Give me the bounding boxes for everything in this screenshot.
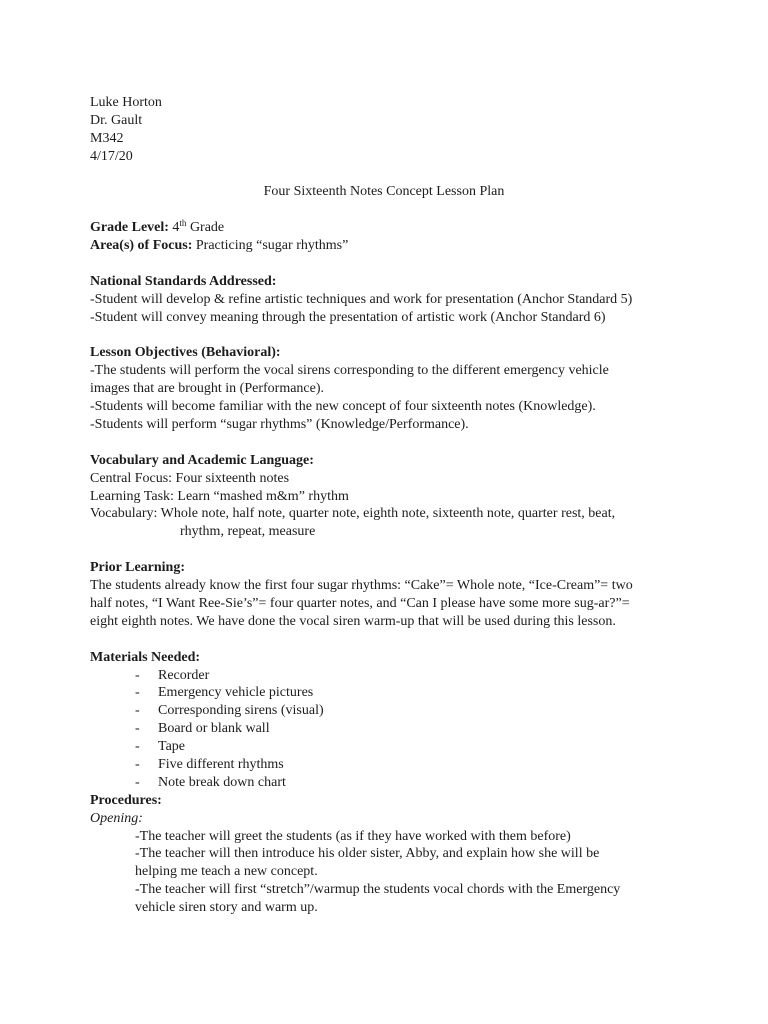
material-item [0,774,768,792]
material-label: Recorder [158,667,210,683]
list-marker: - [135,667,140,683]
list-marker: - [135,756,140,772]
central-focus-line: Central Focus: Four sixteenth notes [90,470,290,486]
course-code: M342 [90,130,124,146]
material-label: Board or blank wall [158,721,270,737]
document-title: Four Sixteenth Notes Concept Lesson Plan [263,184,505,200]
material-label: Note break down chart [158,774,286,790]
list-marker: - [135,685,140,701]
grade-level-line [0,219,768,237]
material-label: Tape [158,739,186,755]
material-item [0,667,768,685]
objectives-section [0,344,768,433]
opening-label: Opening: [90,810,143,826]
grade-focus-section [0,219,768,255]
objective-line: -Students will become familiar with the new concept of four sixteenth notes (Knowledge). [90,399,596,415]
list-marker: - [135,774,140,790]
opening-step-line: helping me teach a new concept. [135,864,318,880]
material-item [0,684,768,702]
grade-level-number: 4 [172,220,180,236]
grade-level-label: Grade Level: [90,220,169,236]
procedures-section [0,792,768,917]
objective-line: -The students will perform the vocal sirens corresponding to the different emergency vehicle [90,363,609,379]
document-date: 4/17/20 [90,148,133,164]
vocabulary-terms: Whole note, half note, quarter note, eighth note, sixteenth note, quarter rest, beat, [160,506,616,522]
vocabulary-section [0,452,768,541]
material-item [0,756,768,774]
vocabulary-label: Vocabulary: [90,506,158,522]
standards-heading: National Standards Addressed: [90,273,277,289]
materials-heading: Materials Needed: [90,649,201,665]
prior-learning-line: half notes, “I Want Ree-Sie’s”= four quarter notes, and “Can I please have some more sug-ar?”= [90,595,630,611]
focus-label: Area(s) of Focus: [90,238,193,254]
standards-section [0,273,768,327]
list-marker: - [135,721,140,737]
grade-level-unit: Grade [189,220,225,236]
opening-step-line: -The teacher will first “stretch”/warmup the students vocal chords with the Emergency [135,882,621,898]
list-marker: - [135,703,140,719]
procedures-heading: Procedures: [90,792,162,808]
objective-line: -Students will perform “sugar rhythms” (Knowledge/Performance). [90,417,469,433]
prior-learning-heading: Prior Learning: [90,560,186,576]
material-label: Corresponding sirens (visual) [158,703,324,719]
objective-line: images that are brought in (Performance). [90,381,325,397]
prior-learning-line: eight eighth notes. We have done the vocal siren warm-up that will be used during this lesson. [90,613,616,629]
grade-level-suffix: th [179,218,187,229]
material-label: Five different rhythms [158,756,284,772]
author-name: Luke Horton [90,95,162,110]
materials-section [0,649,768,792]
prior-learning-section [0,559,768,631]
standard-item: -Student will develop & refine artistic techniques and work for presentation (Anchor Standard 5) [90,291,633,307]
prior-learning-line: The students already know the first four sugar rhythms: “Cake”= Whole note, “Ice-Cream”= two [90,578,633,594]
opening-step-line: -The teacher will then introduce his older sister, Abby, and explain how she will be [135,846,600,862]
learning-task-line: Learning Task: Learn “mashed m&m” rhythm [90,488,349,504]
material-item [0,738,768,756]
material-label: Emergency vehicle pictures [158,685,314,701]
list-marker: - [135,739,140,755]
focus-line [0,237,768,255]
opening-step-line: -The teacher will greet the students (as if they have worked with them before) [135,828,571,844]
focus-value: Practicing “sugar rhythms” [195,238,349,254]
vocabulary-heading: Vocabulary and Academic Language: [90,452,314,468]
opening-step-line: vehicle siren story and warm up. [135,900,318,916]
standard-item: -Student will convey meaning through the presentation of artistic work (Anchor Standard 6) [90,309,606,325]
vocabulary-terms-continued: rhythm, repeat, measure [180,524,316,540]
material-item [0,702,768,720]
objectives-heading: Lesson Objectives (Behavioral): [90,345,281,361]
instructor-name: Dr. Gault [90,112,143,128]
material-item [0,720,768,738]
header-block [0,94,768,166]
vocabulary-line [0,505,768,523]
